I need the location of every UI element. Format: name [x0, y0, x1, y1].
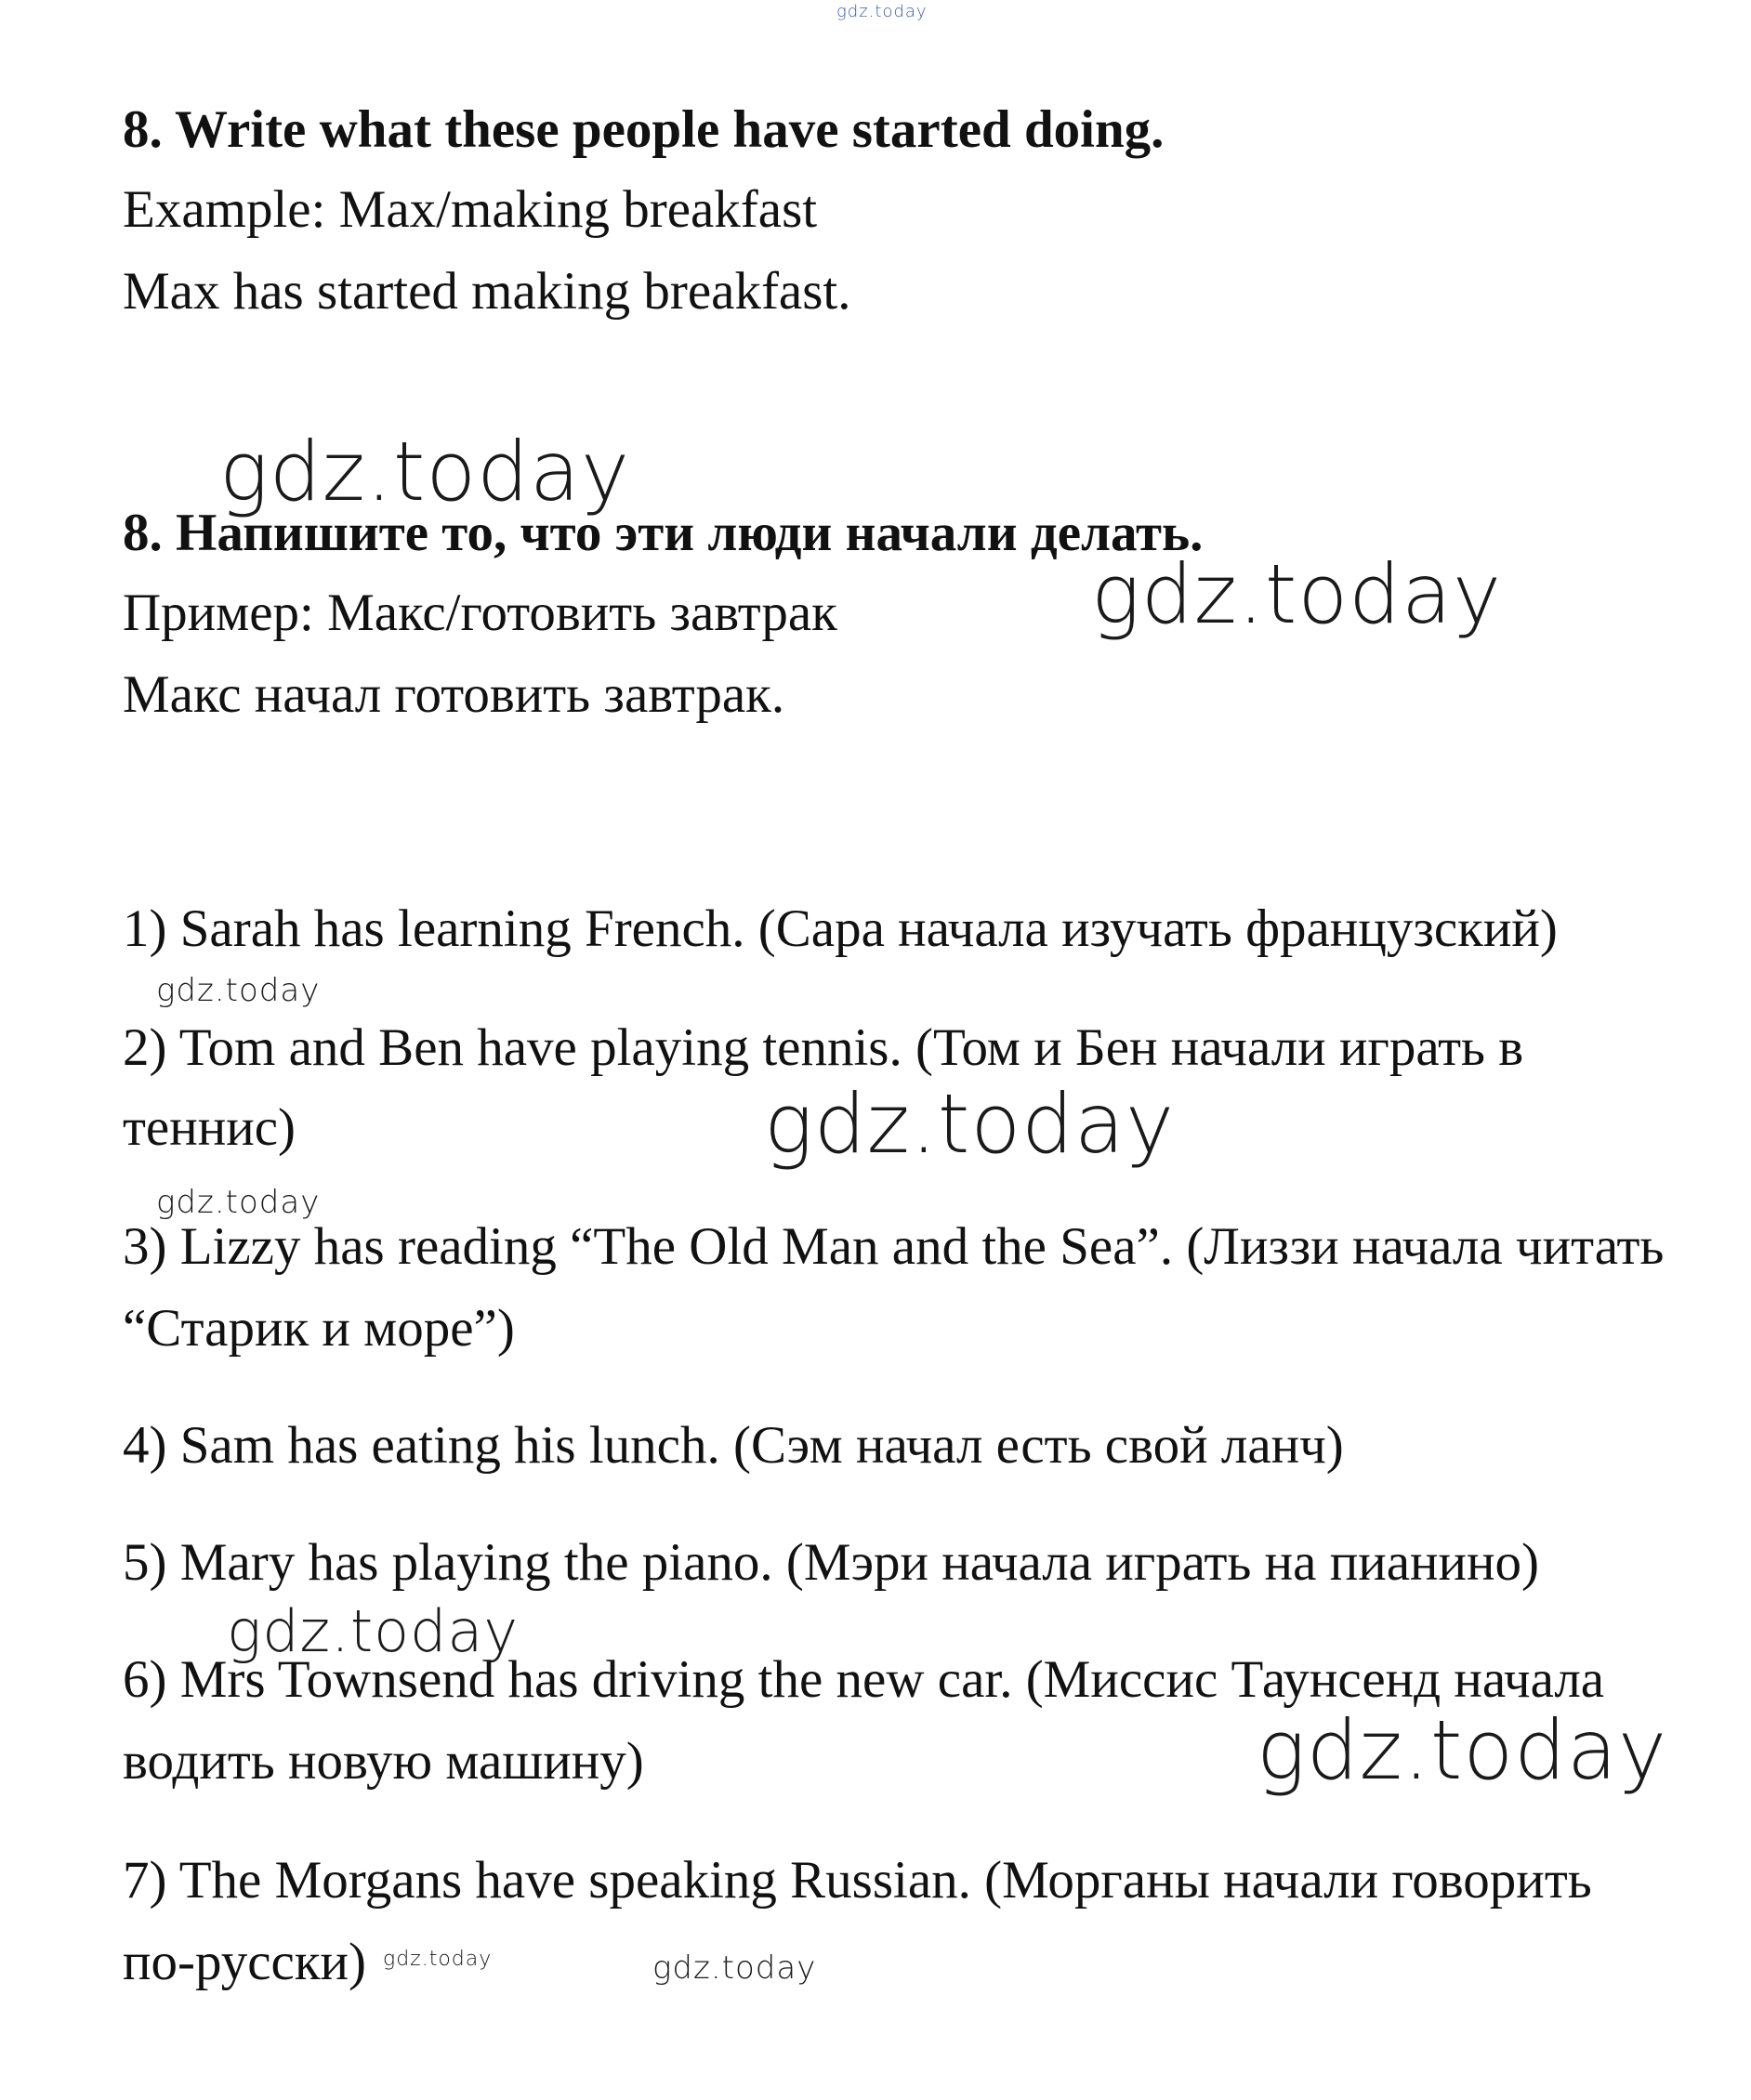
watermark: gdz.today [156, 1184, 321, 1221]
example-answer-ru: Макс начал готовить завтрак. [123, 665, 785, 724]
item-2: 2) Tom and Ben have playing tennis. (Том и Бен начали играть в [123, 1018, 1524, 1077]
watermark: gdz.today [652, 1949, 817, 1987]
item-5: 5) Mary has playing the piano. (Мэри начала играть на пианино) [123, 1533, 1539, 1592]
watermark: gdz.today [764, 1076, 1176, 1172]
item-4: 4) Sam has eating his lunch. (Сэм начал есть свой ланч) [123, 1416, 1344, 1475]
item-6-continued: водить новую машину) [123, 1732, 644, 1791]
example-answer-en: Max has started making breakfast. [123, 262, 851, 321]
example-ru: Пример: Макс/готовить завтрак [123, 584, 837, 642]
watermark: gdz.today [219, 424, 631, 519]
item-7: 7) The Morgans have speaking Russian. (Морганы начали говорить [123, 1851, 1592, 1910]
item-7-continued: по-русски) [123, 1933, 367, 1991]
task-heading-en: 8. Write what these people have started doing. [123, 100, 1165, 159]
watermark: gdz.today [1257, 1702, 1668, 1798]
watermark: gdz.today [227, 1597, 520, 1665]
watermark: gdz.today [1091, 546, 1503, 642]
item-2-continued: теннис) [123, 1098, 296, 1157]
watermark: gdz.today [156, 972, 321, 1009]
item-1: 1) Sarah has learning French. (Сара начала изучать французский) [123, 899, 1558, 958]
example-en: Example: Max/making breakfast [123, 180, 818, 239]
item-3-continued: “Старик и море”) [123, 1299, 515, 1358]
item-6: 6) Mrs Townsend has driving the new car. (Миссис Таунсенд начала [123, 1650, 1605, 1709]
watermark: gdz.today [383, 1948, 493, 1971]
task-heading-ru: 8. Напишите то, что эти люди начали делать. [123, 504, 1204, 562]
watermark-top: gdz.today [836, 2, 928, 21]
item-3: 3) Lizzy has reading “The Old Man and the Sea”. (Лиззи начала читать [123, 1217, 1665, 1276]
